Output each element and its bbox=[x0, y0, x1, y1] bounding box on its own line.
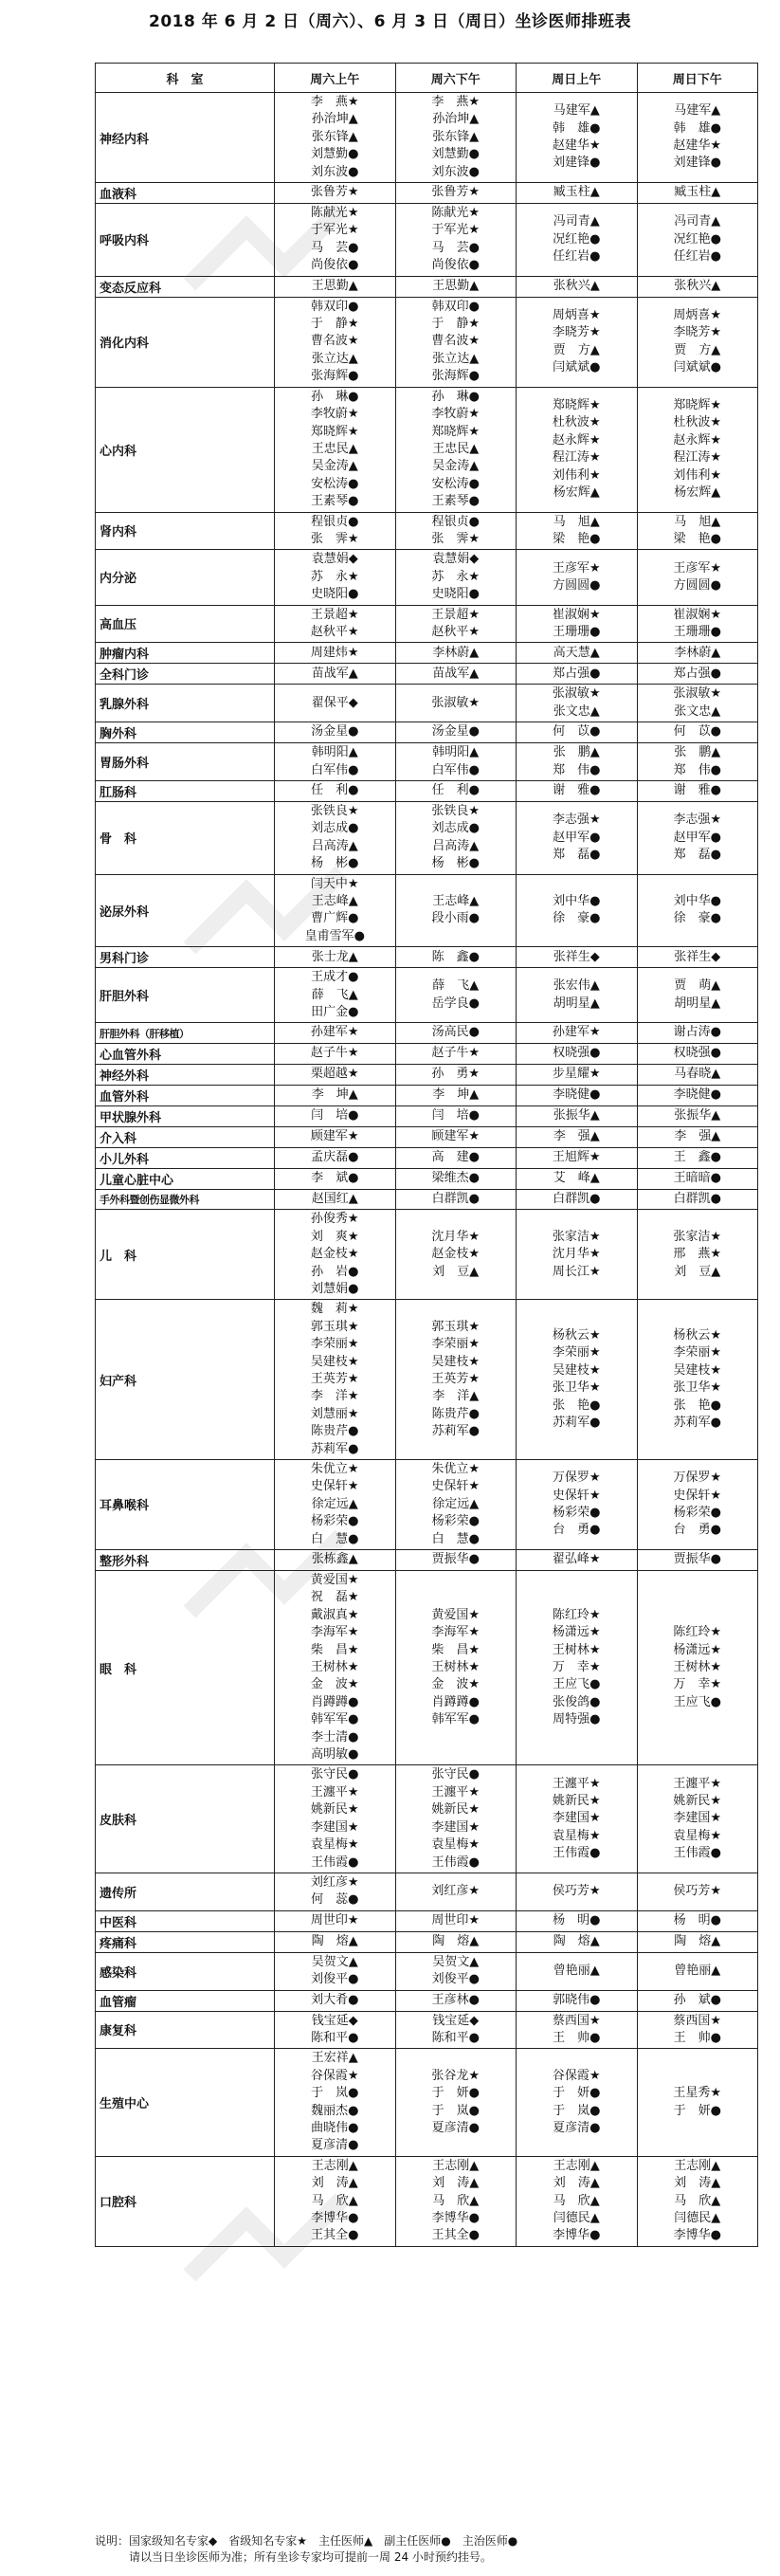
schedule-cell: 白群凯● bbox=[517, 1189, 638, 1209]
dept-name: 肝胆外科 bbox=[96, 968, 275, 1023]
schedule-cell: 贾振华● bbox=[637, 1550, 758, 1571]
schedule-cell: 闫 培● bbox=[275, 1105, 396, 1126]
table-row bbox=[96, 781, 758, 802]
schedule-cell: 朱优立★ 史保轩★ 徐定远▲ 杨彩荣● 白 慧● bbox=[395, 1459, 517, 1549]
schedule-cell: 顾建军★ bbox=[395, 1126, 517, 1147]
schedule-cell: 张栋鑫▲ bbox=[275, 1550, 396, 1571]
schedule-cell: 李志强★ 赵甲军● 郑 磊● bbox=[637, 802, 758, 875]
schedule-cell: 侯巧芳★ bbox=[637, 1873, 758, 1910]
schedule-cell: 王宏祥▲ 谷保霞★ 于 岚● 魏丽杰● 曲晓伟● 夏彦清● bbox=[275, 2049, 396, 2156]
schedule-cell: 崔淑娴★ 王珊珊● bbox=[637, 605, 758, 643]
table-row bbox=[96, 722, 758, 743]
table-row bbox=[96, 802, 758, 875]
schedule-cell: 程银贞● 张 霁★ bbox=[395, 512, 517, 550]
schedule-cell: 王志刚▲ 刘 涛▲ 马 欣▲ 闫德民▲ 李博华● bbox=[637, 2156, 758, 2246]
schedule-cell: 张 鹏▲ 郑 伟● bbox=[517, 743, 638, 781]
dept-name: 骨 科 bbox=[96, 802, 275, 875]
table-row bbox=[96, 2049, 758, 2156]
dept-name: 高血压 bbox=[96, 605, 275, 643]
dept-name: 心血管外科 bbox=[96, 1043, 275, 1064]
schedule-cell: 黄爱国★ 李海军★ 柴 昌★ 王树林★ 金 波★ 肖蹲蹲● 韩军军● bbox=[395, 1571, 517, 1765]
schedule-cell: 韩双印● 于 静★ 曹名波★ 张立达▲ 张海辉● bbox=[275, 297, 396, 387]
schedule-cell: 曾艳丽▲ bbox=[517, 1952, 638, 1990]
schedule-cell: 李林蔚▲ bbox=[637, 643, 758, 664]
schedule-cell: 李晓健● bbox=[637, 1085, 758, 1105]
table-row bbox=[96, 204, 758, 277]
schedule-cell: 张振华▲ bbox=[637, 1105, 758, 1126]
table-row bbox=[96, 1085, 758, 1105]
schedule-cell: 张守民● 王瀍平★ 姚新民★ 李建国★ 袁星梅★ 王伟霞● bbox=[275, 1765, 396, 1873]
schedule-cell: 张家洁★ 沈月华★ 周长江★ bbox=[517, 1210, 638, 1300]
dept-name: 手外科暨创伤显微外科 bbox=[96, 1189, 275, 1209]
table-row bbox=[96, 1147, 758, 1168]
table-row bbox=[96, 297, 758, 387]
table-row bbox=[96, 2156, 758, 2246]
schedule-cell: 王志刚▲ 刘 涛▲ 马 欣▲ 李博华● 王其全● bbox=[275, 2156, 396, 2246]
dept-name: 神经内科 bbox=[96, 93, 275, 183]
schedule-cell: 王旭辉★ bbox=[517, 1147, 638, 1168]
table-row bbox=[96, 1952, 758, 1990]
schedule-cell: 王志刚▲ 刘 涛▲ 马 欣▲ 李博华● 王其全● bbox=[395, 2156, 517, 2246]
schedule-cell: 王景超★ 赵秋平★ bbox=[275, 605, 396, 643]
schedule-cell: 周建炜★ bbox=[275, 643, 396, 664]
schedule-cell: 陈 鑫● bbox=[395, 947, 517, 968]
schedule-cell: 刘中华● 徐 豪● bbox=[637, 874, 758, 947]
schedule-cell: 臧玉柱▲ bbox=[517, 183, 638, 204]
schedule-cell: 孙建军★ bbox=[275, 1023, 396, 1043]
schedule-cell: 张铁良★ 刘志成● 吕高涛▲ 杨 彬● bbox=[395, 802, 517, 875]
schedule-cell: 王志峰▲ 段小雨● bbox=[395, 874, 517, 947]
schedule-cell: 陈红玲★ 杨潇远★ 王树林★ 万 幸★ 王应飞● bbox=[637, 1571, 758, 1765]
dept-name: 胃肠外科 bbox=[96, 743, 275, 781]
schedule-cell: 冯司青▲ 况红艳● 任红岩● bbox=[517, 204, 638, 277]
schedule-cell: 白群凯● bbox=[395, 1189, 517, 1209]
schedule-cell: 栗超越★ bbox=[275, 1064, 396, 1085]
schedule-cell: 王彦军★ 方圆圆● bbox=[637, 550, 758, 605]
schedule-cell: 谷保霞★ 于 妍● 于 岚● 夏彦清● bbox=[517, 2049, 638, 2156]
table-row bbox=[96, 743, 758, 781]
dept-name: 疼痛科 bbox=[96, 1931, 275, 1952]
schedule-cell: 权晓强● bbox=[637, 1043, 758, 1064]
dept-name: 肛肠科 bbox=[96, 781, 275, 802]
dept-name: 消化内科 bbox=[96, 297, 275, 387]
table-row bbox=[96, 1300, 758, 1460]
col-sun-am: 周日上午 bbox=[517, 64, 638, 93]
schedule-cell: 李 斌● bbox=[275, 1168, 396, 1189]
schedule-cell: 高天慧▲ bbox=[517, 643, 638, 664]
schedule-cell: 李林蔚▲ bbox=[395, 643, 517, 664]
table-row bbox=[96, 93, 758, 183]
schedule-cell: 韩明阳▲ 白军伟● bbox=[395, 743, 517, 781]
schedule-cell: 万保罗★ 史保轩★ 杨彩荣● 台 勇● bbox=[517, 1459, 638, 1549]
schedule-cell: 赵国红▲ bbox=[275, 1189, 396, 1209]
schedule-cell: 张铁良★ 刘志成● 吕高涛▲ 杨 彬● bbox=[275, 802, 396, 875]
schedule-cell: 闫 培● bbox=[395, 1105, 517, 1126]
schedule-table bbox=[95, 63, 758, 2247]
schedule-cell: 万保罗★ 史保轩★ 杨彩荣● 台 勇● bbox=[637, 1459, 758, 1549]
table-row bbox=[96, 1023, 758, 1043]
schedule-cell: 孙俊秀★ 刘 爽★ 赵金枝★ 孙 岩● 刘慧娟● bbox=[275, 1210, 396, 1300]
schedule-cell: 何 苡● bbox=[517, 722, 638, 743]
schedule-cell: 王志刚▲ 刘 涛▲ 马 欣▲ 闫德民▲ 李博华● bbox=[517, 2156, 638, 2246]
schedule-cell: 薛 飞▲ 岳学良● bbox=[395, 968, 517, 1023]
schedule-cell: 王暗暗● bbox=[637, 1168, 758, 1189]
dept-name: 眼 科 bbox=[96, 1571, 275, 1765]
schedule-cell: 赵子牛★ bbox=[395, 1043, 517, 1064]
table-row bbox=[96, 1990, 758, 2011]
table-row bbox=[96, 1064, 758, 1085]
schedule-cell: 汤金星● bbox=[275, 722, 396, 743]
schedule-cell: 马 旭▲ 梁 艳● bbox=[637, 512, 758, 550]
schedule-cell: 张秋兴▲ bbox=[637, 276, 758, 297]
schedule-cell: 李志强★ 赵甲军● 郑 磊● bbox=[517, 802, 638, 875]
dept-name: 儿童心脏中心 bbox=[96, 1168, 275, 1189]
schedule-cell: 侯巧芳★ bbox=[517, 1873, 638, 1910]
schedule-cell: 刘大肴● bbox=[275, 1990, 396, 2011]
table-row bbox=[96, 874, 758, 947]
table-row bbox=[96, 1210, 758, 1300]
page-title: 2018 年 6 月 2 日（周六）、6 月 3 日（周日）坐诊医师排班表 bbox=[149, 12, 631, 31]
dept-name: 肝胆外科（肝移植） bbox=[96, 1023, 275, 1043]
schedule-cell: 王彦林● bbox=[395, 1990, 517, 2011]
table-row bbox=[96, 183, 758, 204]
dept-name: 呼吸内科 bbox=[96, 204, 275, 277]
schedule-cell: 孙 斌● bbox=[637, 1990, 758, 2011]
dept-name: 血管外科 bbox=[96, 1085, 275, 1105]
schedule-cell: 刘红彦★ 何 蕊● bbox=[275, 1873, 396, 1910]
table-row bbox=[96, 387, 758, 512]
dept-name: 小儿外科 bbox=[96, 1147, 275, 1168]
schedule-cell: 苗战军▲ bbox=[275, 664, 396, 685]
schedule-cell: 沈月华★ 赵金枝★ 刘 豆▲ bbox=[395, 1210, 517, 1300]
schedule-cell: 王瀍平★ 姚新民★ 李建国★ 袁星梅★ 王伟霞● bbox=[637, 1765, 758, 1873]
table-row bbox=[96, 276, 758, 297]
table-row bbox=[96, 643, 758, 664]
table-row bbox=[96, 1189, 758, 1209]
col-sat-am: 周六上午 bbox=[275, 64, 396, 93]
schedule-cell: 梁维杰● bbox=[395, 1168, 517, 1189]
table-row bbox=[96, 1126, 758, 1147]
schedule-cell: 臧玉柱▲ bbox=[637, 183, 758, 204]
dept-name: 介入科 bbox=[96, 1126, 275, 1147]
table-row bbox=[96, 1571, 758, 1765]
schedule-cell: 贾振华● bbox=[395, 1550, 517, 1571]
dept-name: 血管瘤 bbox=[96, 1990, 275, 2011]
schedule-cell: 钱宝延◆ 陈和平● bbox=[395, 2011, 517, 2049]
schedule-cell: 闫天中★ 王志峰▲ 曹广辉● 皇甫雪军● bbox=[275, 874, 396, 947]
schedule-cell: 高 建● bbox=[395, 1147, 517, 1168]
dept-name: 康复科 bbox=[96, 2011, 275, 2049]
table-row bbox=[96, 1550, 758, 1571]
col-sun-pm: 周日下午 bbox=[637, 64, 758, 93]
schedule-cell: 陶 熔▲ bbox=[395, 1931, 517, 1952]
legend-line-2: 请以当日坐诊医师为准；所有坐诊专家均可提前一周 24 小时预约挂号。 bbox=[129, 2550, 492, 2564]
schedule-cell: 张祥生◆ bbox=[637, 947, 758, 968]
schedule-cell: 吴贺文▲ 刘俊平● bbox=[275, 1952, 396, 1990]
schedule-cell: 郑晓辉★ 杜秋波★ 赵永辉★ 程江涛★ 刘伟利★ 杨宏辉▲ bbox=[637, 387, 758, 512]
schedule-cell: 蔡西国★ 王 帅● bbox=[637, 2011, 758, 2049]
schedule-cell: 张士龙▲ bbox=[275, 947, 396, 968]
schedule-cell: 张 鹏▲ 郑 伟● bbox=[637, 743, 758, 781]
schedule-cell: 李 坤▲ bbox=[275, 1085, 396, 1105]
dept-name: 耳鼻喉科 bbox=[96, 1459, 275, 1549]
table-row bbox=[96, 1459, 758, 1549]
schedule-cell: 钱宝延◆ 陈和平● bbox=[275, 2011, 396, 2049]
dept-name: 肾内科 bbox=[96, 512, 275, 550]
schedule-cell: 孟庆磊● bbox=[275, 1147, 396, 1168]
schedule-cell: 孙建军★ bbox=[517, 1023, 638, 1043]
schedule-cell: 郑晓辉★ 杜秋波★ 赵永辉★ 程江涛★ 刘伟利★ 杨宏辉▲ bbox=[517, 387, 638, 512]
dept-name: 中医科 bbox=[96, 1910, 275, 1931]
schedule-cell: 吴贺文▲ 刘俊平● bbox=[395, 1952, 517, 1990]
dept-name: 儿 科 bbox=[96, 1210, 275, 1300]
dept-name: 血液科 bbox=[96, 183, 275, 204]
schedule-cell: 陈献光★ 于军光★ 马 芸● 尚俊依● bbox=[395, 204, 517, 277]
schedule-cell: 王思勤▲ bbox=[395, 276, 517, 297]
table-row bbox=[96, 968, 758, 1023]
schedule-cell: 谢占涛● bbox=[637, 1023, 758, 1043]
schedule-cell: 周炳喜★ 李晓芳★ 贾 方▲ 闫斌斌● bbox=[637, 297, 758, 387]
schedule-cell: 汤高民● bbox=[395, 1023, 517, 1043]
dept-name: 胸外科 bbox=[96, 722, 275, 743]
schedule-cell: 王成才● 薛 飞▲ 田广金● bbox=[275, 968, 396, 1023]
schedule-cell: 贾 萌▲ 胡明星▲ bbox=[637, 968, 758, 1023]
schedule-cell: 马建军▲ 韩 雄● 赵建华★ 刘建锋● bbox=[517, 93, 638, 183]
schedule-cell: 任 利● bbox=[395, 781, 517, 802]
schedule-cell: 蔡西国★ 王 帅● bbox=[517, 2011, 638, 2049]
dept-name: 生殖中心 bbox=[96, 2049, 275, 2156]
schedule-cell: 王瀍平★ 姚新民★ 李建国★ 袁星梅★ 王伟霞● bbox=[517, 1765, 638, 1873]
dept-name: 乳腺外科 bbox=[96, 685, 275, 722]
dept-name: 整形外科 bbox=[96, 1550, 275, 1571]
schedule-cell: 周炳喜★ 李晓芳★ 贾 方▲ 闫斌斌● bbox=[517, 297, 638, 387]
schedule-cell: 张宏伟▲ 胡明星▲ bbox=[517, 968, 638, 1023]
schedule-cell: 陈红玲★ 杨潇远★ 王树林★ 万 幸★ 王应飞● 张俊鸽● 周特强● bbox=[517, 1571, 638, 1765]
table-row bbox=[96, 1168, 758, 1189]
table-row bbox=[96, 947, 758, 968]
schedule-cell: 郑占强● bbox=[637, 664, 758, 685]
schedule-cell: 翟弘峰★ bbox=[517, 1550, 638, 1571]
table-row bbox=[96, 1910, 758, 1931]
table-row bbox=[96, 512, 758, 550]
dept-name: 妇产科 bbox=[96, 1300, 275, 1460]
schedule-cell: 苗战军▲ bbox=[395, 664, 517, 685]
schedule-cell: 张鲁芳★ bbox=[395, 183, 517, 204]
schedule-cell: 孙 琳● 李牧蔚★ 郑晓辉★ 王忠民▲ 吴金涛▲ 安松涛● 王素琴● bbox=[275, 387, 396, 512]
dept-name: 感染科 bbox=[96, 1952, 275, 1990]
schedule-cell: 陶 熔▲ bbox=[637, 1931, 758, 1952]
schedule-cell: 黄爱国★ 祝 磊★ 戴淑真★ 李海军★ 柴 昌★ 王树林★ 金 波★ 肖蹲蹲● 韩军军● 李士清● 高明敏● bbox=[275, 1571, 396, 1765]
table-row bbox=[96, 1765, 758, 1873]
schedule-cell: 杨 明● bbox=[517, 1910, 638, 1931]
schedule-cell: 马春晓▲ bbox=[637, 1064, 758, 1085]
dept-name: 内分泌 bbox=[96, 550, 275, 605]
dept-name: 肿瘤内科 bbox=[96, 643, 275, 664]
dept-name: 口腔科 bbox=[96, 2156, 275, 2246]
dept-name: 神经外科 bbox=[96, 1064, 275, 1085]
schedule-cell: 张鲁芳★ bbox=[275, 183, 396, 204]
schedule-cell: 艾 峰▲ bbox=[517, 1168, 638, 1189]
legend-line-1: 说明：国家级知名专家◆ 省级知名专家★ 主任医师▲ 副主任医师● 主治医师● bbox=[95, 2534, 518, 2548]
col-sat-pm: 周六下午 bbox=[395, 64, 517, 93]
schedule-cell: 陶 熔▲ bbox=[275, 1931, 396, 1952]
schedule-cell: 孙 琳● 李牧蔚★ 郑晓辉★ 王忠民▲ 吴金涛▲ 安松涛● 王素琴● bbox=[395, 387, 517, 512]
schedule-cell: 朱优立★ 史保轩★ 徐定远▲ 杨彩荣● 白 慧● bbox=[275, 1459, 396, 1549]
schedule-cell: 马 旭▲ 梁 艳● bbox=[517, 512, 638, 550]
dept-name: 皮肤科 bbox=[96, 1765, 275, 1873]
table-row bbox=[96, 1105, 758, 1126]
dept-name: 泌尿外科 bbox=[96, 874, 275, 947]
legend bbox=[95, 2533, 517, 2566]
schedule-cell: 翟保平◆ bbox=[275, 685, 396, 722]
schedule-cell: 张家洁★ 邢 燕★ 刘 豆▲ bbox=[637, 1210, 758, 1300]
schedule-cell: 郭玉琪★ 李荣丽★ 吴建枝★ 王英芳★ 李 洋▲ 陈贵芹● 苏莉军● bbox=[395, 1300, 517, 1460]
schedule-cell: 李 燕★ 孙治坤▲ 张东锋▲ 刘慧勤● 刘东波● bbox=[395, 93, 517, 183]
schedule-cell: 周世印★ bbox=[395, 1910, 517, 1931]
schedule-cell: 韩双印● 于 静★ 曹名波★ 张立达▲ 张海辉● bbox=[395, 297, 517, 387]
schedule-cell: 张淑敏★ bbox=[395, 685, 517, 722]
table-row bbox=[96, 685, 758, 722]
schedule-cell: 杨秋云★ 李荣丽★ 吴建枝★ 张卫华★ 张 艳● 苏莉军● bbox=[637, 1300, 758, 1460]
table-row bbox=[96, 550, 758, 605]
schedule-cell: 刘红彦★ bbox=[395, 1873, 517, 1910]
schedule-cell: 白群凯● bbox=[637, 1189, 758, 1209]
table-row bbox=[96, 1931, 758, 1952]
dept-name: 男科门诊 bbox=[96, 947, 275, 968]
schedule-cell: 袁慧娟◆ 苏 永★ 史晓阳● bbox=[275, 550, 396, 605]
schedule-cell: 王彦军★ 方圆圆● bbox=[517, 550, 638, 605]
table-row bbox=[96, 2011, 758, 2049]
schedule-cell: 曾艳丽▲ bbox=[637, 1952, 758, 1990]
schedule-cell: 程银贞● 张 霁★ bbox=[275, 512, 396, 550]
table-row bbox=[96, 605, 758, 643]
schedule-cell: 张淑敏★ 张文忠▲ bbox=[637, 685, 758, 722]
schedule-cell: 谢 雅● bbox=[637, 781, 758, 802]
col-dept: 科 室 bbox=[96, 64, 275, 93]
schedule-body bbox=[96, 93, 758, 2247]
schedule-cell: 李 强▲ bbox=[517, 1126, 638, 1147]
schedule-cell: 韩明阳▲ 白军伟● bbox=[275, 743, 396, 781]
schedule-cell: 袁慧娟◆ 苏 永★ 史晓阳● bbox=[395, 550, 517, 605]
schedule-cell: 张谷龙★ 于 妍● 于 岚● 夏彦清● bbox=[395, 2049, 517, 2156]
dept-name: 变态反应科 bbox=[96, 276, 275, 297]
schedule-cell: 李 燕★ 孙治坤▲ 张东锋▲ 刘慧勤● 刘东波● bbox=[275, 93, 396, 183]
schedule-cell: 郑占强● bbox=[517, 664, 638, 685]
dept-name: 全科门诊 bbox=[96, 664, 275, 685]
schedule-cell: 孙 勇★ bbox=[395, 1064, 517, 1085]
schedule-cell: 张振华▲ bbox=[517, 1105, 638, 1126]
schedule-cell: 魏 莉★ 郭玉琪★ 李荣丽★ 吴建枝★ 王英芳★ 李 洋★ 刘慧丽★ 陈贵芹● 苏莉军● bbox=[275, 1300, 396, 1460]
schedule-cell: 张淑敏★ 张文忠▲ bbox=[517, 685, 638, 722]
dept-name: 遗传所 bbox=[96, 1873, 275, 1910]
schedule-cell: 步星耀★ bbox=[517, 1064, 638, 1085]
schedule-cell: 权晓强● bbox=[517, 1043, 638, 1064]
table-row bbox=[96, 1043, 758, 1064]
dept-name: 甲状腺外科 bbox=[96, 1105, 275, 1126]
schedule-cell: 李晓健● bbox=[517, 1085, 638, 1105]
schedule-cell: 李 坤▲ bbox=[395, 1085, 517, 1105]
schedule-cell: 陈献光★ 于军光★ 马 芸● 尚俊依● bbox=[275, 204, 396, 277]
schedule-cell: 王星秀★ 于 妍● bbox=[637, 2049, 758, 2156]
schedule-cell: 王思勤▲ bbox=[275, 276, 396, 297]
schedule-cell: 张祥生◆ bbox=[517, 947, 638, 968]
schedule-cell: 陶 熔▲ bbox=[517, 1931, 638, 1952]
schedule-cell: 杨秋云★ 李荣丽★ 吴建枝★ 张卫华★ 张 艳● 苏莉军● bbox=[517, 1300, 638, 1460]
schedule-cell: 周世印★ bbox=[275, 1910, 396, 1931]
schedule-cell: 李 强▲ bbox=[637, 1126, 758, 1147]
schedule-cell: 郭晓伟● bbox=[517, 1990, 638, 2011]
schedule-cell: 赵子牛★ bbox=[275, 1043, 396, 1064]
schedule-cell: 汤金星● bbox=[395, 722, 517, 743]
schedule-cell: 张秋兴▲ bbox=[517, 276, 638, 297]
schedule-cell: 任 利● bbox=[275, 781, 396, 802]
table-row bbox=[96, 664, 758, 685]
schedule-cell: 王 鑫● bbox=[637, 1147, 758, 1168]
dept-name: 心内科 bbox=[96, 387, 275, 512]
schedule-cell: 刘中华● 徐 豪● bbox=[517, 874, 638, 947]
schedule-cell: 张守民● 王瀍平★ 姚新民★ 李建国★ 袁星梅★ 王伟霞● bbox=[395, 1765, 517, 1873]
schedule-cell: 崔淑娴★ 王珊珊● bbox=[517, 605, 638, 643]
schedule-cell: 谢 雅● bbox=[517, 781, 638, 802]
schedule-cell: 冯司青▲ 况红艳● 任红岩● bbox=[637, 204, 758, 277]
table-row bbox=[96, 1873, 758, 1910]
schedule-cell: 顾建军★ bbox=[275, 1126, 396, 1147]
header-row bbox=[96, 64, 758, 93]
schedule-cell: 马建军▲ 韩 雄● 赵建华★ 刘建锋● bbox=[637, 93, 758, 183]
schedule-cell: 杨 明● bbox=[637, 1910, 758, 1931]
schedule-cell: 王景超★ 赵秋平★ bbox=[395, 605, 517, 643]
schedule-cell: 何 苡● bbox=[637, 722, 758, 743]
